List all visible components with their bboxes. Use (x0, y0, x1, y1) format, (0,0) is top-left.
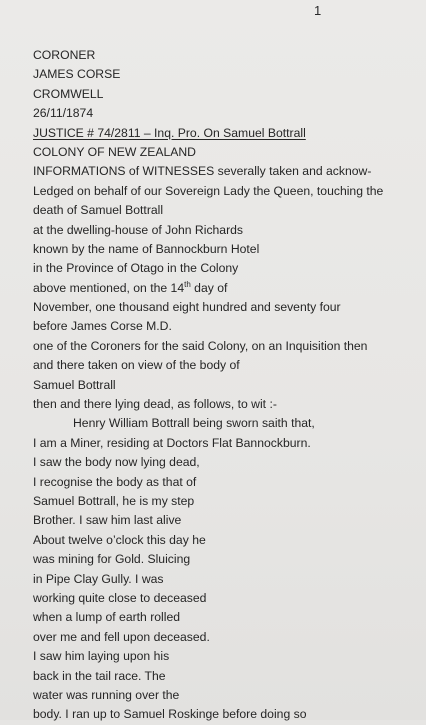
body-line: back in the tail race. The (33, 668, 166, 683)
body-line: death of Samuel Bottrall (33, 203, 164, 218)
body-line: was mining for Gold. Sluicing (33, 552, 191, 567)
body-line: Samuel Bottrall, he is my step (33, 493, 195, 508)
body-line-date-start: above mentioned, on the 14 (33, 280, 185, 295)
body-line: Samuel Bottrall (33, 377, 116, 392)
body-line: About twelve o’clock this day he (33, 532, 206, 547)
header-line-date: 26/11/1874 (33, 106, 94, 121)
body-line: I saw him laying upon his (33, 649, 170, 664)
body-line: when a lump of earth rolled (33, 610, 181, 625)
body-line: Ledged on behalf of our Sovereign Lady the Queen, touching the (33, 183, 384, 198)
body-line: and there taken on view of the body of (33, 358, 240, 373)
body-line: known by the name of Bannockburn Hotel (33, 241, 260, 256)
body-line: working quite close to deceased (33, 590, 207, 605)
body-line: COLONY OF NEW ZEALAND (33, 144, 196, 159)
body-line: in Pipe Clay Gully. I was (33, 571, 164, 586)
body-line: I am a Miner, residing at Doctors Flat Bannockburn. (33, 435, 311, 450)
document-text (33, 46, 419, 725)
body-line: I recognise the body as that of (33, 474, 197, 489)
body-line-date (33, 279, 419, 298)
body-line: Brother. I saw him last alive (33, 513, 182, 528)
header-line-place: CROMWELL (33, 86, 104, 101)
header-line-name: JAMES CORSE (33, 67, 121, 82)
body-line: INFORMATIONS of WITNESSES severally taken and acknow- (33, 164, 372, 179)
body-line: one of the Coroners for the said Colony, on an Inquisition then (33, 338, 368, 353)
page-number: 1 (314, 3, 322, 18)
body-line: body. I ran up to Samuel Roskinge before doing so (33, 707, 307, 722)
body-line: at the dwelling-house of John Richards (33, 222, 244, 237)
header-line-coroner: CORONER (33, 48, 96, 62)
body-line: I saw the body now lying dead, (33, 455, 200, 470)
body-line: over me and fell upon deceased. (33, 629, 210, 644)
ordinal-suffix: th (184, 279, 191, 289)
body-line-date-end: day of (190, 280, 228, 295)
header-reference: JUSTICE # 74/2811 – Inq. Pro. On Samuel Bottrall (33, 125, 306, 140)
body-line: before James Corse M.D. (33, 319, 172, 334)
body-line: then and there lying dead, as follows, to wit :- (33, 397, 277, 412)
body-line: November, one thousand eight hundred and seventy four (33, 300, 341, 315)
witness-statement-opening: Henry William Bottrall being sworn saith that, (73, 416, 315, 431)
body-line: in the Province of Otago in the Colony (33, 261, 239, 276)
body-line: water was running over the (33, 687, 180, 702)
